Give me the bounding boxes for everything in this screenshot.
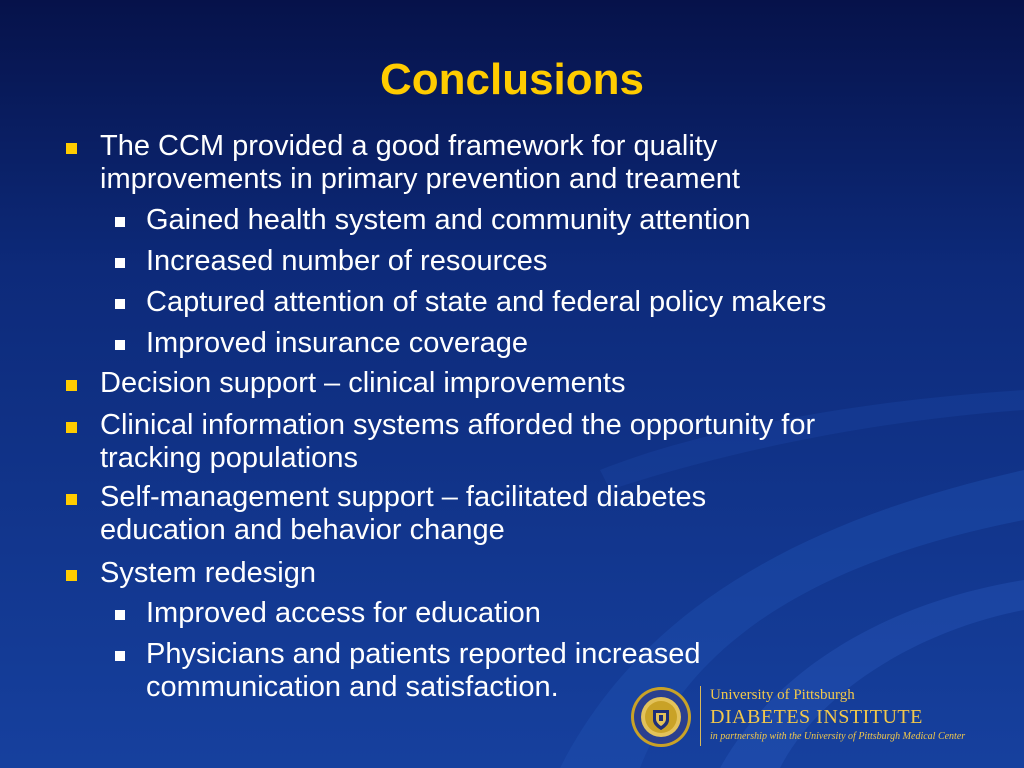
- bullet-line: System redesign: [100, 557, 316, 589]
- bullet-marker: [66, 422, 77, 433]
- university-logo: [630, 684, 1010, 756]
- logo-divider: [700, 686, 701, 746]
- sub-bullet-line: Captured attention of state and federal policy makers: [146, 286, 827, 318]
- bullet-line: Clinical information systems afforded the opportunity for: [100, 409, 816, 441]
- bullet-line: Decision support – clinical improvements: [100, 367, 626, 399]
- bullet-marker: [66, 380, 77, 391]
- sub-bullet-marker: [115, 258, 125, 268]
- sub-bullet-marker: [115, 299, 125, 309]
- sub-bullet-line: communication and satisfaction.: [146, 671, 559, 703]
- sub-bullet-line: Increased number of resources: [146, 245, 548, 277]
- sub-bullet-marker: [115, 217, 125, 227]
- logo-institute-name: DIABETES INSTITUTE: [710, 706, 923, 728]
- sub-bullet-line: Improved insurance coverage: [146, 327, 529, 359]
- bullet-marker: [66, 494, 77, 505]
- bullet-line: Self-management support – facilitated diabetes: [100, 481, 707, 513]
- sub-bullet-marker: [115, 610, 125, 620]
- sub-bullet-line: Physicians and patients reported increased: [146, 638, 701, 670]
- sub-bullet-line: Improved access for education: [146, 597, 541, 629]
- bullet-line: The CCM provided a good framework for quality: [100, 130, 718, 162]
- sub-bullet-marker: [115, 340, 125, 350]
- logo-partnership-text: in partnership with the University of Pittsburgh Medical Center: [710, 731, 966, 742]
- bullet-line: tracking populations: [100, 442, 358, 474]
- bullet-line: education and behavior change: [100, 514, 505, 546]
- university-seal-icon: [630, 686, 692, 748]
- logo-university-name: University of Pittsburgh: [710, 687, 855, 703]
- slide-title: Conclusions: [379, 55, 645, 104]
- sub-bullet-line: Gained health system and community attention: [146, 204, 751, 236]
- sub-bullet-marker: [115, 651, 125, 661]
- bullet-marker: [66, 570, 77, 581]
- bullet-line: improvements in primary prevention and treament: [100, 163, 740, 195]
- bullet-marker: [66, 143, 77, 154]
